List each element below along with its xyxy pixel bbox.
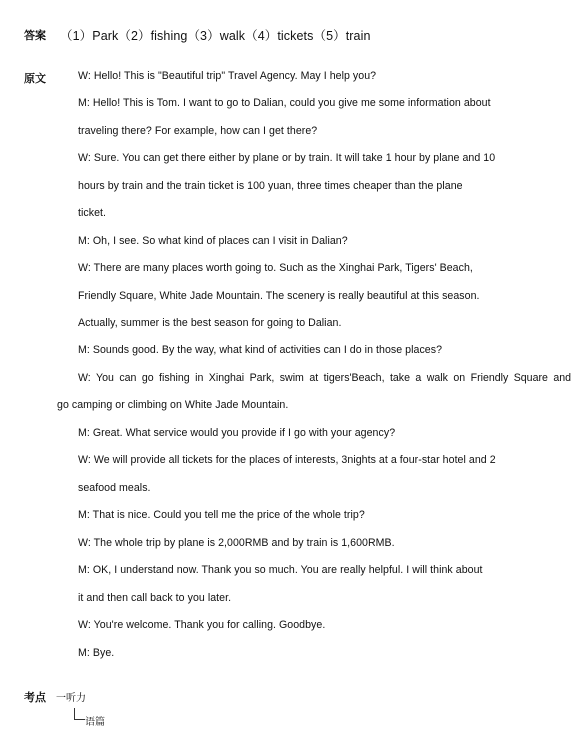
transcript-line: M: That is nice. Could you tell me the price of the whole trip?	[78, 509, 365, 521]
exam-point-label: 考点	[24, 691, 46, 704]
transcript-line: M: Great. What service would you provide if I go with your agency?	[78, 427, 396, 439]
transcript-line: W: There are many places worth going to. Such as the Xinghai Park, Tigers' Beach,	[78, 262, 473, 274]
transcript-line: traveling there? For example, how can I get there?	[78, 125, 318, 137]
tree-connector-icon	[74, 708, 85, 720]
transcript-line: seafood meals.	[78, 482, 151, 494]
answer-text: （1）Park（2）fishing（3）walk（4）tickets（5）train	[60, 29, 371, 43]
answer-label: 答案	[24, 29, 46, 42]
transcript-line: W: Sure. You can get there either by plane or by train. It will take 1 hour by plane and 10	[78, 152, 496, 164]
exam-point-category: 一听力	[56, 693, 86, 704]
transcript-line: Actually, summer is the best season for going to Dalian.	[78, 317, 342, 329]
transcript-line: M: Bye.	[78, 647, 115, 659]
transcript-line: W: You're welcome. Thank you for calling. Goodbye.	[78, 619, 326, 631]
transcript-line: W: We will provide all tickets for the places of interests, 3nights at a four-star hotel and 2	[78, 454, 496, 466]
transcript-label: 原文	[24, 72, 46, 85]
transcript-line: hours by train and the train ticket is 100 yuan, three times cheaper than the plane	[78, 180, 463, 192]
transcript-line: W: The whole trip by plane is 2,000RMB and by train is 1,600RMB.	[78, 537, 395, 549]
transcript-line: W: Hello! This is "Beautiful trip" Travel Agency. May I help you?	[78, 70, 377, 82]
transcript-line: M: Oh, I see. So what kind of places can I visit in Dalian?	[78, 235, 348, 247]
transcript-line: go camping or climbing on White Jade Mountain.	[57, 399, 289, 411]
transcript-line: ticket.	[78, 207, 107, 219]
transcript-line: M: OK, I understand now. Thank you so much. You are really helpful. I will think about	[78, 564, 483, 576]
transcript-line: M: Sounds good. By the way, what kind of activities can I do in those places?	[78, 344, 443, 356]
transcript-line: W: You can go fishing in Xinghai Park, swim at tigers'Beach, take a walk on Friendly Square and	[78, 372, 571, 384]
transcript-line: M: Hello! This is Tom. I want to go to Dalian, could you give me some information about	[78, 97, 491, 109]
transcript-line: Friendly Square, White Jade Mountain. The scenery is really beautiful at this season.	[78, 290, 480, 302]
exam-point-subcategory: 语篇	[85, 717, 105, 728]
transcript-line: it and then call back to you later.	[78, 592, 232, 604]
